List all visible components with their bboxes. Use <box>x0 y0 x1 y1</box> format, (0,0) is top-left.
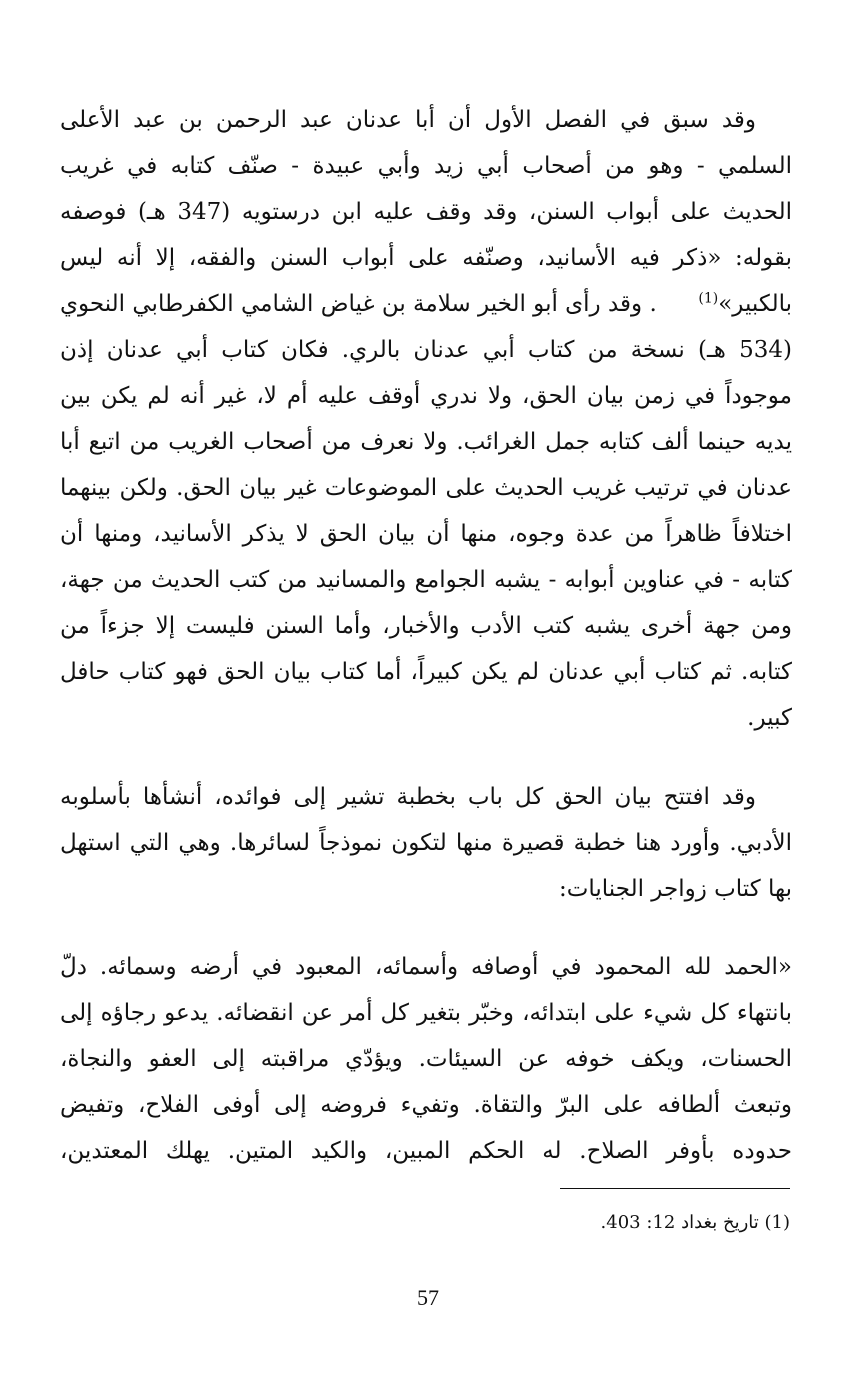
text-line: بقوله: «ذكر فيه الأسانيد، وصنّفه على أبواب السنن والفقه، إلا أنه ليس <box>60 245 792 271</box>
footnote: (1) تاريخ بغداد 12: 403. <box>600 1212 790 1233</box>
paragraph-3-quotation <box>60 944 792 1179</box>
footnote-separator <box>560 1188 790 1189</box>
text-line: موجوداً في زمن بيان الحق، ولا ندري أوقف عليه أم لا، غير أنه لم يكن بين <box>60 383 792 409</box>
text-line: اختلافاً ظاهراً من عدة وجوه، منها أن بيان الحق لا يذكر الأسانيد، ومنها أن <box>60 521 792 547</box>
paragraph-2 <box>60 774 792 914</box>
footnote-reference[interactable]: (1) <box>698 290 719 307</box>
text-line: الحديث على أبواب السنن، وقد وقف عليه ابن درستويه (347 هـ) فوصفه <box>60 199 792 225</box>
inline-text: بالكبير» <box>718 291 792 317</box>
text-line: السلمي - وهو من أصحاب أبي زيد وأبي عبيدة - صنّف كتابه في غريب <box>60 153 792 179</box>
text-line-with-footnote-ref <box>60 281 792 327</box>
text-line: «الحمد لله المحمود في أوصافه وأسمائه، المعبود في أرضه وسمائه. دلّ <box>60 954 792 980</box>
text-line: وقد افتتح بيان الحق كل باب بخطبة تشير إلى فوائده، أنشأها بأسلوبه <box>60 784 756 810</box>
text-line: حدوده بأوفر الصلاح. له الحكم المبين، والكيد المتين. يهلك المعتدين، <box>60 1138 792 1164</box>
text-line: بها كتاب زواجر الجنايات: <box>558 876 792 902</box>
text-line: الأدبي. وأورد هنا خطبة قصيرة منها لتكون نموذجاً لسائرها. وهي التي استهل <box>60 830 792 856</box>
paragraph-1 <box>60 97 792 787</box>
text-line: وتبعث ألطافه على البرّ والتقاة. وتفيء فروضه إلى أوفى الفلاح، وتفيض <box>60 1092 792 1118</box>
text-line: وقد سبق في الفصل الأول أن أبا عدنان عبد الرحمن بن عبد الأعلى <box>60 107 756 133</box>
text-line: يديه حينما ألف كتابه جمل الغرائب. ولا نعرف من أصحاب الغريب من اتبع أبا <box>60 429 792 455</box>
text-line: (534 هـ) نسخة من كتاب أبي عدنان بالري. فكان كتاب أبي عدنان إذن <box>60 337 792 363</box>
page-number: 57 <box>417 1285 439 1310</box>
text-line: الحسنات، ويكف خوفه عن السيئات. ويؤدّي مراقبته إلى العفو والنجاة، <box>60 1046 792 1072</box>
text-line: ومن جهة أخرى يشبه كتب الأدب والأخبار، وأما السنن فليست إلا جزءاً من <box>60 613 792 639</box>
text-line: كتابه - في عناوين أبوابه - يشبه الجوامع والمسانيد من كتب الحديث من جهة، <box>60 567 792 593</box>
inline-text: . وقد رأى أبو الخير سلامة بن غياض الشامي الكفرطابي النحوي <box>60 291 657 317</box>
text-line: كبير. <box>747 705 792 731</box>
text-line: بانتهاء كل شيء على ابتدائه، وخبّر بتغير كل أمر عن انقضائه. يدعو رجاؤه إلى <box>60 1000 792 1026</box>
text-line: كتابه. ثم كتاب أبي عدنان لم يكن كبيراً، أما كتاب بيان الحق فهو كتاب حافل <box>60 659 792 685</box>
text-line: عدنان في ترتيب غريب الحديث على الموضوعات غير بيان الحق. ولكن بينهما <box>60 475 792 501</box>
